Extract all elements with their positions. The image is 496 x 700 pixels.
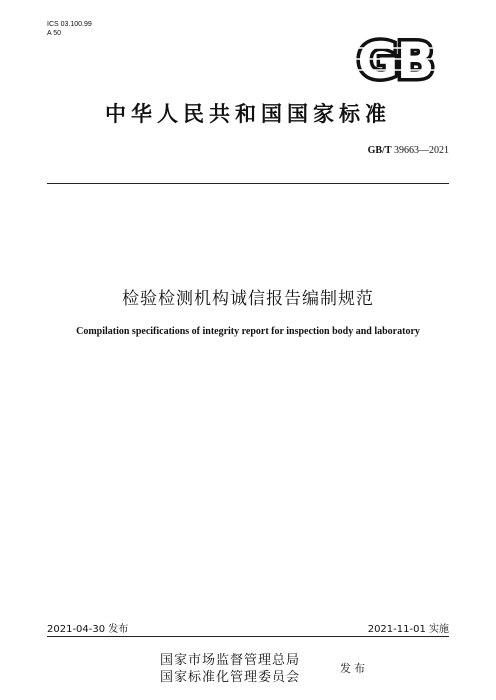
ccs-code: A 50: [47, 30, 62, 37]
issuer-sac: 国家标准化管理委员会: [160, 670, 301, 685]
classification-codes: [47, 20, 92, 38]
title-english: Compilation specifications of integrity report for inspection body and laboratory: [76, 326, 420, 337]
gb-logo: [342, 34, 448, 84]
issuer-samr: 国家市场监督管理总局: [160, 653, 301, 668]
issuing-authorities: [160, 652, 300, 686]
issued-label: 发布: [340, 662, 368, 675]
standard-prefix: GB/T: [367, 145, 392, 156]
implement-date: 2021-11-01 实施: [367, 624, 449, 635]
title-chinese: 检验检测机构诚信报告编制规范: [122, 289, 374, 309]
gb-logo-lettering: GB: [357, 34, 433, 84]
standard-number: [368, 145, 449, 156]
bottom-divider: [47, 636, 449, 637]
ics-code: ICS 03.100.99: [47, 21, 92, 28]
national-standard-title: 中华人民共和国国家标准: [105, 101, 391, 126]
publish-date: 2021-04-30 发布: [47, 624, 129, 635]
top-divider: [47, 183, 449, 184]
standard-code: 39663—2021: [394, 145, 449, 156]
